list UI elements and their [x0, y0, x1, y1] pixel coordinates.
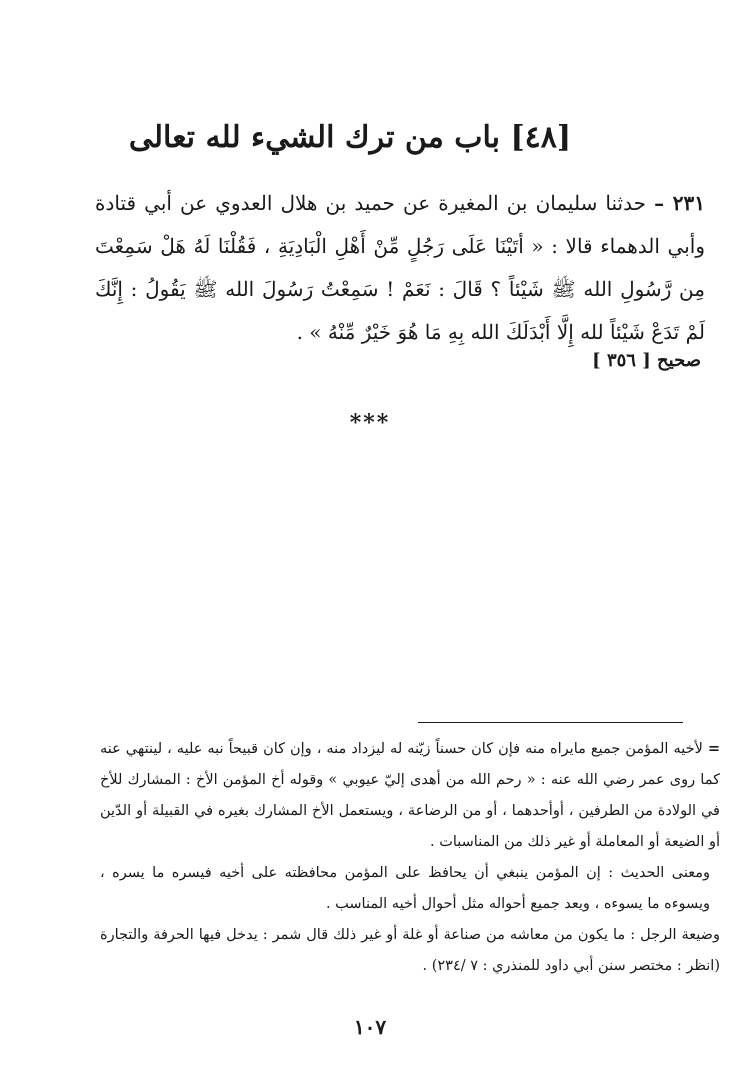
hadith-narration: حدثنا سليمان بن المغيرة عن حميد بن هلال العدوي عن أبي قتادة وأبي الدهماء قالا : « أتَيْنَا عَلَى رَجُلٍ مِّنْ أَهْلِ الْبَادِيَةِ ، فَقُلْنَا لَهُ هَلْ سَمِعْتَ مِن رَّسُولِ الله ﷺ شَيْئاً ؟ قَالَ : نَعَمْ ! سَمِعْتُ رَسُولَ الله ﷺ يَقُولُ : إِنَّكَ لَمْ تَدَعْ شَيْئاً لله إِلَّا أَبْدَلَكَ الله بِهِ مَا هُوَ خَيْرٌ مِّنْهُ » . [95, 191, 705, 344]
page-number: ١٠٧ [353, 1015, 387, 1039]
footnote-paragraph: ومعنى الحديث : إن المؤمن ينبغي أن يحافظ على المؤمن محافظته على أخيه فيسره ما يسره ، ويسوءه ما يسوءه ، ويعد جميع أحواله مثل أحوال أخيه المناسب . [100, 865, 710, 912]
footnote-paragraph [100, 733, 720, 858]
hadith-text [95, 182, 705, 354]
chapter-title: [٤٨] باب من ترك الشيء لله تعالى [128, 120, 572, 155]
footnote-paragraph: وضيعة الرجل : ما يكون من معاشه من صناعة أو غلة أو غير ذلك قال شمر : يدخل فيها الحرفة والتجارة (انظر : مختصر سنن أبي داود للمنذري : ٧ /٢٣٤) . [100, 927, 720, 974]
footnote-divider [418, 722, 683, 723]
footnote-text: لأخيه المؤمن جميع مايراه منه فإن كان حسناً زيّنه له ليزداد منه ، وإن كان قبيحاً نبه عليه ، لينتهي عنه كما روى عمر رضي الله عنه : « رحم الله من أهدى إليّ عيوبي » وقوله أخ المؤمن الأخ : المشارك للأخ في الولادة من الطرفين ، أوأحدهما ، أو من الرضاعة ، ويستعمل الأخ المشارك بغيره في القبيلة أو الدّين أو الضيعة أو المعاملة أو غير ذلك من المناسبات . [100, 741, 720, 850]
footnotes [100, 733, 720, 982]
hadith-grade: صحيح [ ٣٥٦ ] [592, 350, 701, 371]
section-separator: *** [349, 410, 391, 436]
footnote-continuation-marker: = [707, 740, 721, 757]
hadith-number: ٢٣١ – [654, 191, 706, 215]
